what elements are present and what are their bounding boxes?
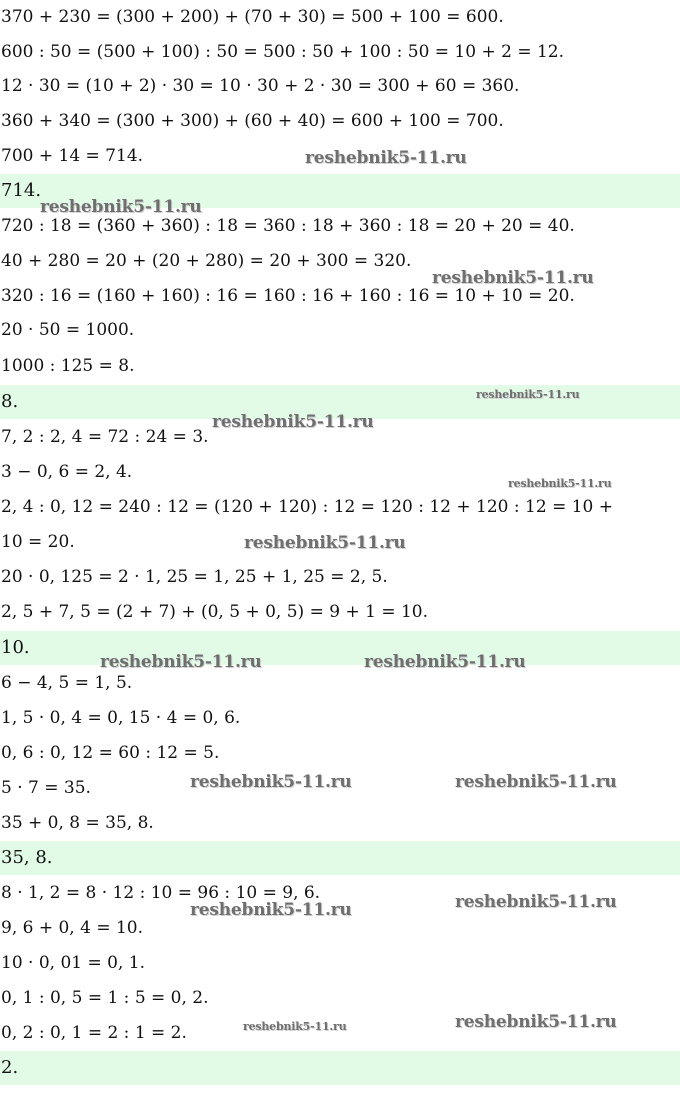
calc-line: 1, 5 · 0, 4 = 0, 15 · 4 = 0, 6.	[1, 708, 241, 728]
calc-line: 600 : 50 = (500 + 100) : 50 = 500 : 50 + 100 : 50 = 10 + 2 = 12.	[1, 42, 565, 62]
calc-line: 40 + 280 = 20 + (20 + 280) = 20 + 300 = 320.	[1, 251, 412, 271]
calc-line: 8 · 1, 2 = 8 · 12 : 10 = 96 : 10 = 9, 6.	[1, 883, 321, 903]
calc-line: 2, 4 : 0, 12 = 240 : 12 = (120 + 120) : 12 = 120 : 12 + 120 : 12 = 10 +	[1, 497, 613, 517]
calc-line: 5 · 7 = 35.	[1, 778, 91, 798]
calc-line: 12 · 30 = (10 + 2) · 30 = 10 · 30 + 2 · 30 = 300 + 60 = 360.	[1, 76, 520, 96]
watermark: reshebnik5-11.ru	[508, 477, 612, 490]
watermark: reshebnik5-11.ru	[100, 652, 262, 672]
watermark: reshebnik5-11.ru	[190, 772, 352, 792]
calc-line: 700 + 14 = 714.	[1, 146, 144, 166]
watermark: reshebnik5-11.ru	[364, 652, 526, 672]
calc-line: 0, 1 : 0, 5 = 1 : 5 = 0, 2.	[1, 988, 209, 1008]
answer-line: 714.	[0, 174, 680, 208]
calc-line: 370 + 230 = (300 + 200) + (70 + 30) = 500 + 100 = 600.	[1, 7, 504, 27]
watermark: reshebnik5-11.ru	[40, 197, 202, 217]
watermark: reshebnik5-11.ru	[455, 772, 617, 792]
calc-line: 320 : 16 = (160 + 160) : 16 = 160 : 16 + 160 : 16 = 10 + 10 = 20.	[1, 286, 575, 306]
answer-line: 2.	[0, 1051, 680, 1085]
calc-line: 9, 6 + 0, 4 = 10.	[1, 918, 144, 938]
watermark: reshebnik5-11.ru	[455, 892, 617, 912]
calc-line: 720 : 18 = (360 + 360) : 18 = 360 : 18 + 360 : 18 = 20 + 20 = 40.	[1, 216, 575, 236]
watermark: reshebnik5-11.ru	[432, 268, 594, 288]
watermark: reshebnik5-11.ru	[305, 148, 467, 168]
calc-line: 2, 5 + 7, 5 = (2 + 7) + (0, 5 + 0, 5) = 9 + 1 = 10.	[1, 602, 429, 622]
calc-line: 0, 6 : 0, 12 = 60 : 12 = 5.	[1, 743, 220, 763]
answer-line: 35, 8.	[0, 841, 680, 875]
watermark: reshebnik5-11.ru	[244, 533, 406, 553]
calc-line: 3 − 0, 6 = 2, 4.	[1, 462, 133, 482]
watermark: reshebnik5-11.ru	[212, 412, 374, 432]
watermark: reshebnik5-11.ru	[190, 900, 352, 920]
calc-line: 35 + 0, 8 = 35, 8.	[1, 813, 154, 833]
calc-line: 1000 : 125 = 8.	[1, 356, 135, 376]
calc-line: 0, 2 : 0, 1 = 2 : 1 = 2.	[1, 1023, 187, 1043]
watermark: reshebnik5-11.ru	[476, 388, 580, 401]
calc-line: 10 = 20.	[1, 532, 75, 552]
answer-line: 10.	[0, 631, 680, 665]
watermark: reshebnik5-11.ru	[455, 1012, 617, 1032]
calc-line: 360 + 340 = (300 + 300) + (60 + 40) = 600 + 100 = 700.	[1, 111, 504, 131]
calc-line: 7, 2 : 2, 4 = 72 : 24 = 3.	[1, 427, 209, 447]
calc-line: 6 − 4, 5 = 1, 5.	[1, 673, 133, 693]
answer-line: 8.	[0, 385, 680, 419]
watermark: reshebnik5-11.ru	[243, 1020, 347, 1033]
calc-line: 10 · 0, 01 = 0, 1.	[1, 953, 145, 973]
calc-line: 20 · 0, 125 = 2 · 1, 25 = 1, 25 + 1, 25 = 2, 5.	[1, 567, 388, 587]
calc-line: 20 · 50 = 1000.	[1, 320, 135, 340]
